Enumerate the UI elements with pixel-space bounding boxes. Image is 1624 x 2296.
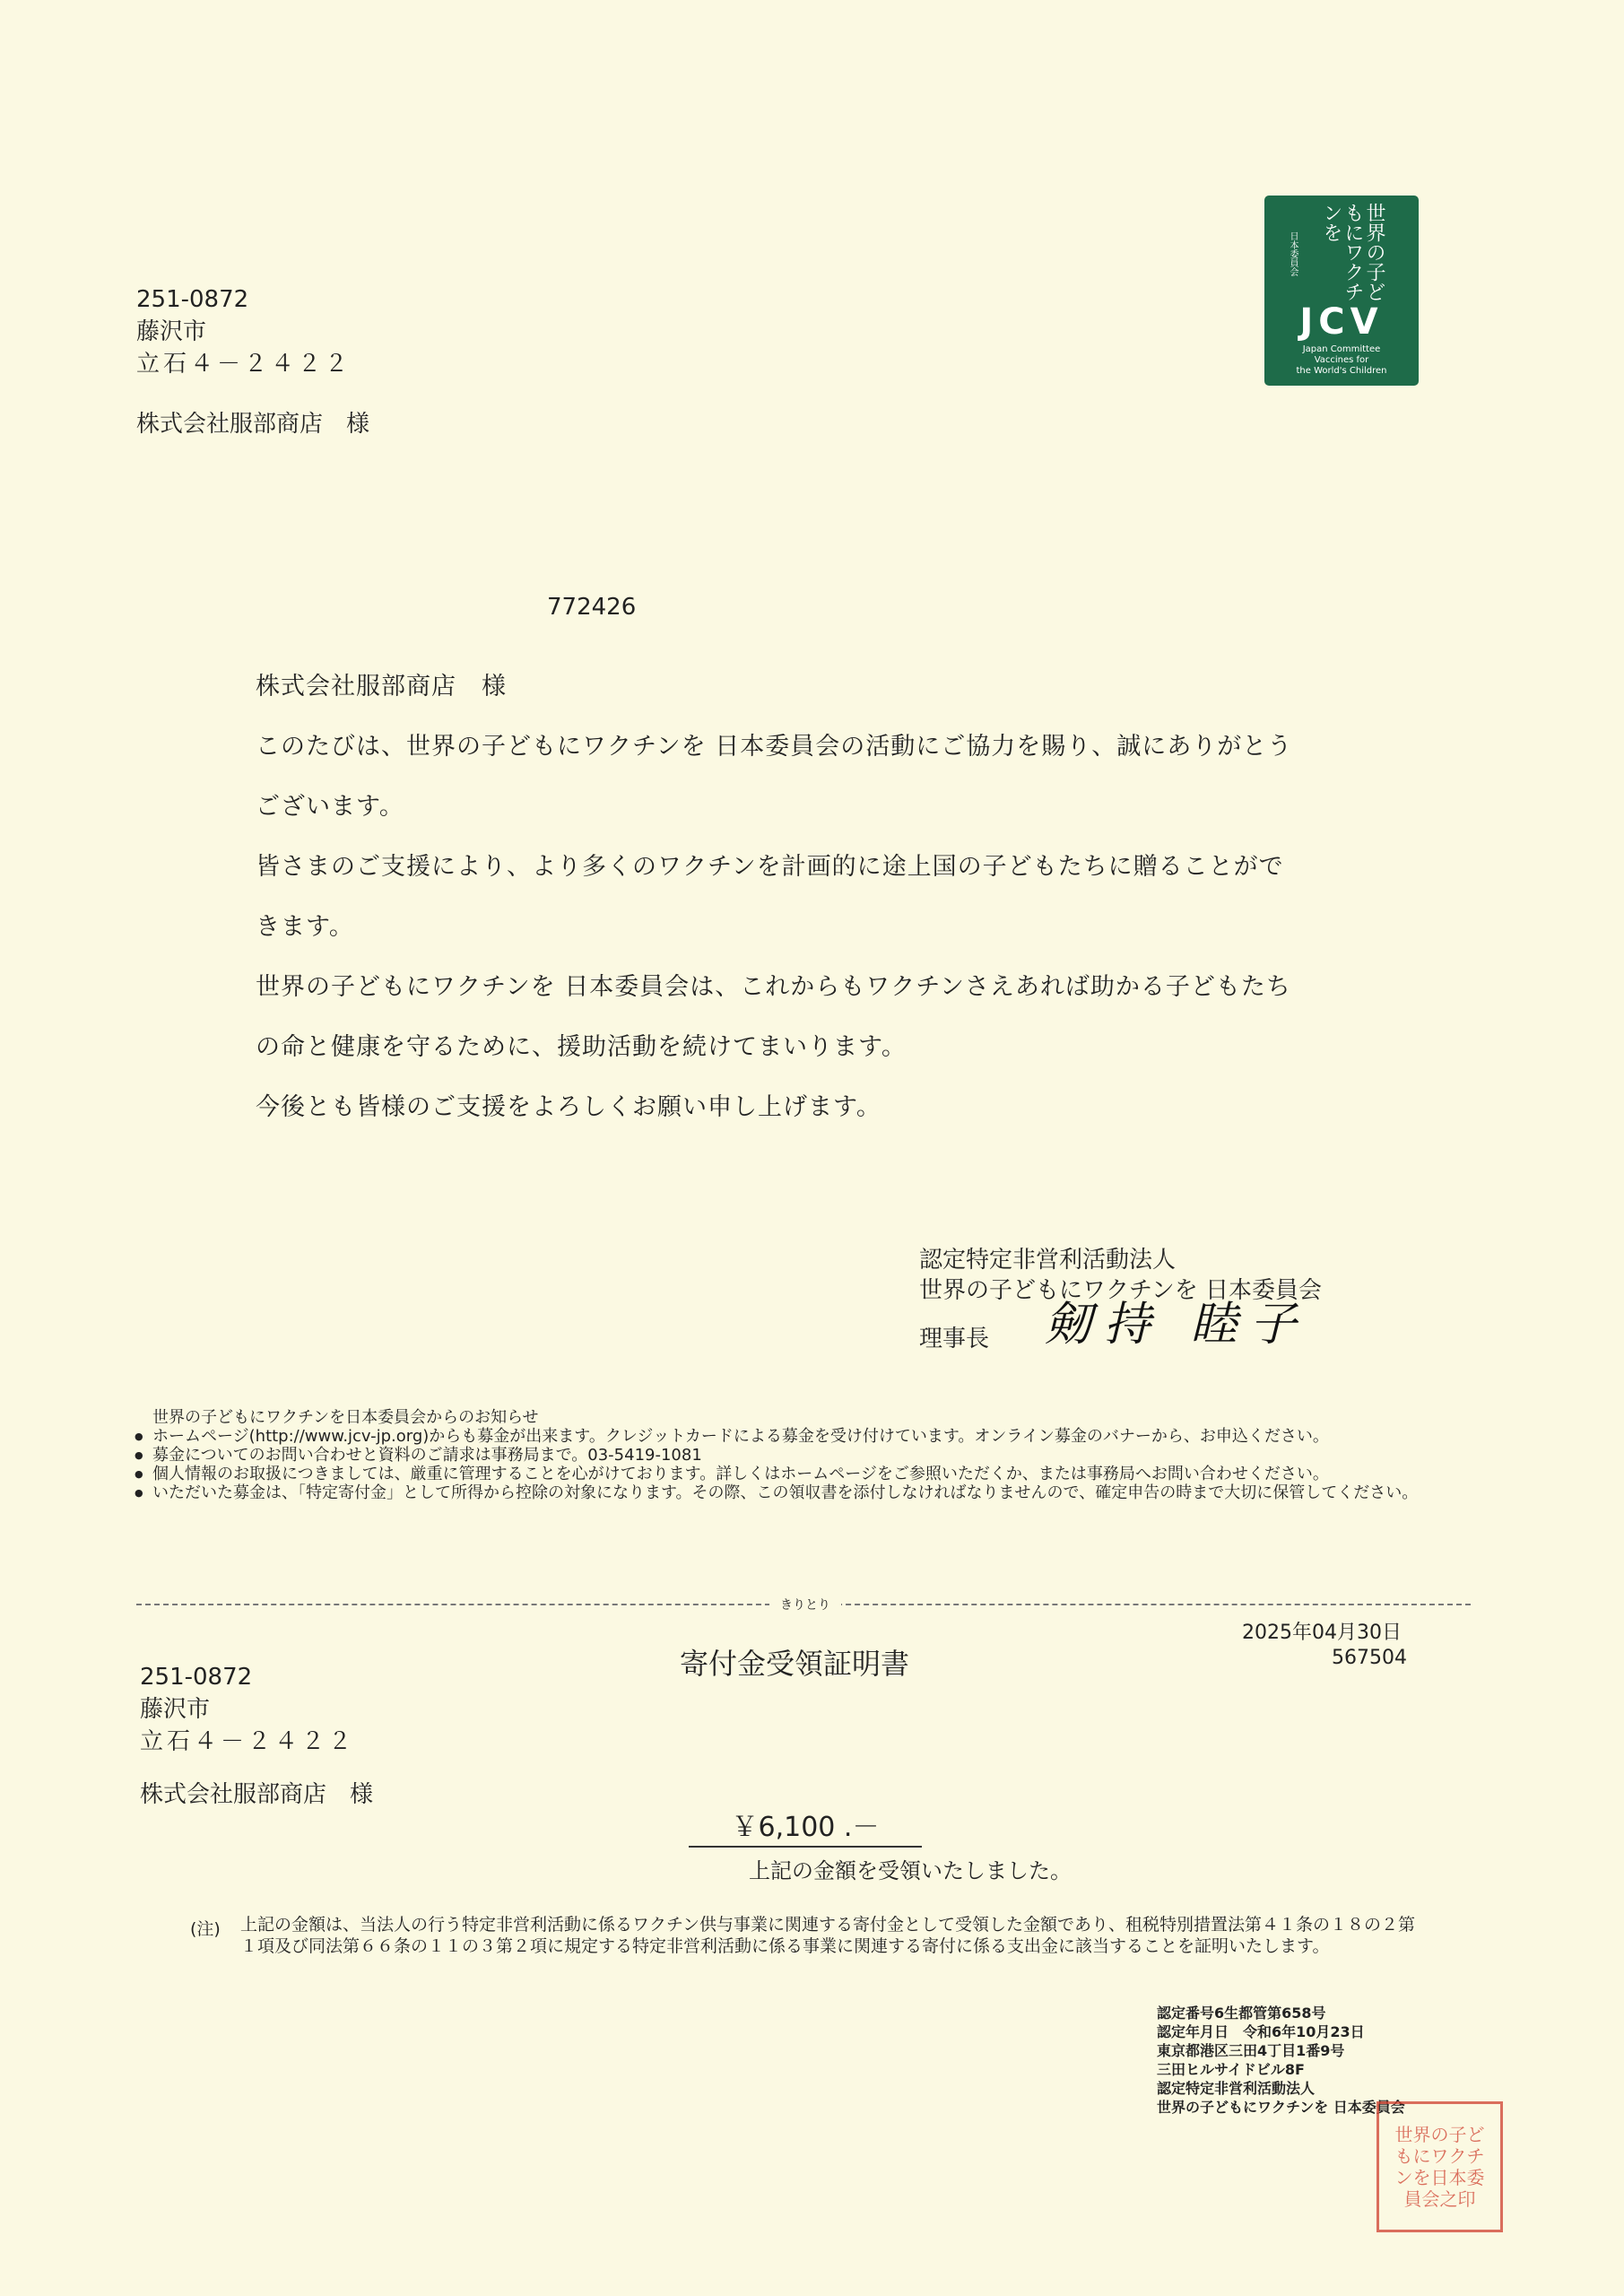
recipient-postal: 251-0872 xyxy=(136,286,249,313)
letter-line: の命と健康を守るために、援助活動を続けてまいります。 xyxy=(256,1033,907,1061)
letter-id: 772426 xyxy=(547,594,637,621)
receipt-amount: ￥6,100 .－ xyxy=(689,1805,922,1848)
letter-line: 世界の子どもにワクチンを 日本委員会は、これからもワクチンさえあれば助かる子どもたち xyxy=(256,973,1291,1001)
receipt-postal: 251-0872 xyxy=(140,1664,253,1691)
logo-jp-sub: 日本委員会 xyxy=(1288,231,1298,276)
letter-body xyxy=(256,657,1403,1137)
receipt-title: 寄付金受領証明書 xyxy=(680,1647,910,1681)
letter-line: このたびは、世界の子どもにワクチンを 日本委員会の活動にご協力を賜り、誠にありがとう xyxy=(256,733,1293,761)
recipient-city: 藤沢市 xyxy=(136,318,207,345)
recipient-street: 立石４－２４２２ xyxy=(136,351,352,378)
letter-line: ございます。 xyxy=(256,793,404,821)
receipt-note-label: (注) xyxy=(190,1919,221,1939)
notice-list xyxy=(135,1427,1498,1502)
notice-heading: 世界の子どもにワクチンを日本委員会からのお知らせ xyxy=(152,1408,539,1427)
recipient-address xyxy=(136,283,352,380)
receipt-date: 2025年04月30日 xyxy=(1242,1622,1402,1644)
jcv-logo xyxy=(1264,196,1419,386)
signature-block xyxy=(919,1245,1322,1369)
notice-item: ● 募金についてのお問い合わせと資料のご請求は事務局まで。03-5419-1081 xyxy=(135,1446,1498,1465)
receipt-note-text: 上記の金額は、当法人の行う特定非営利活動に係るワクチン供与事業に関連する寄付金として受領した金額であり、租税特別措置法第４１条の１８の２第１項及び同法第６６条の１１の３第２項に規定する特定非営利活動に係る事業に関連する寄付に係る支出金に該当することを証明いたします。 xyxy=(240,1915,1416,1956)
handwritten-signature: 剱持 睦子 xyxy=(1045,1298,1309,1352)
letter-line: きます。 xyxy=(256,913,354,941)
org-name: 世界の子どもにワクチンを 日本委員会 xyxy=(919,1277,1322,1304)
certification-block: 認定番号6生都管第658号 認定年月日 令和6年10月23日 東京都港区三田4丁目1番9号 三田ヒルサイドビル8F 認定特定非営利活動法人 世界の子どもにワクチンを 日本委員会 xyxy=(1157,2005,1405,2116)
letter-salutation: 株式会社服部商店 様 xyxy=(256,673,507,700)
official-seal: 世界の子どもにワクチンを日本委員会之印 xyxy=(1376,2101,1503,2232)
notice-item: ● いただいた募金は、「特定寄付金」として所得から控除の対象になります。その際、この領収書を添付しなければなりませんので、確定申告の時まで大切に保管してください。 xyxy=(135,1483,1498,1502)
receipt-number: 567504 xyxy=(1332,1647,1407,1669)
recipient-name: 株式会社服部商店 様 xyxy=(136,411,370,438)
notice-item: ● ホームページ(http://www.jcv-jp.org)からも募金が出来ます。クレジットカードによる募金を受け付けています。オンライン募金のバナーから、お申込ください。 xyxy=(135,1427,1498,1446)
notice-item: ● 個人情報のお取扱につきましては、厳重に管理することを心がけております。詳しくはホームページをご参照いただくか、または事務局へお問い合わせください。 xyxy=(135,1465,1498,1483)
receipt-city: 藤沢市 xyxy=(140,1696,211,1723)
letter-line: 今後とも皆様のご支援をよろしくお願い申し上げます。 xyxy=(256,1093,881,1121)
org-type: 認定特定非営利活動法人 xyxy=(919,1247,1177,1274)
logo-abbr: JCV xyxy=(1299,301,1384,343)
receipt-street: 立石４－２４２２ xyxy=(140,1728,356,1755)
notice-section xyxy=(135,1408,1498,1502)
receipt-received-text: 上記の金額を受領いたしました。 xyxy=(749,1858,1072,1883)
cut-label: きりとり xyxy=(769,1596,841,1613)
logo-jp-text: 世界の子どもにワクチンを xyxy=(1320,203,1385,301)
letter-line: 皆さまのご支援により、より多くのワクチンを計画的に途上国の子どもたちに贈ることがで xyxy=(256,853,1284,881)
receipt-name: 株式会社服部商店 様 xyxy=(140,1781,374,1808)
logo-en-text: Japan Committee Vaccines for the World's Children xyxy=(1296,344,1387,376)
signatory-title: 理事長 xyxy=(919,1326,990,1352)
receipt-address xyxy=(140,1661,355,1758)
